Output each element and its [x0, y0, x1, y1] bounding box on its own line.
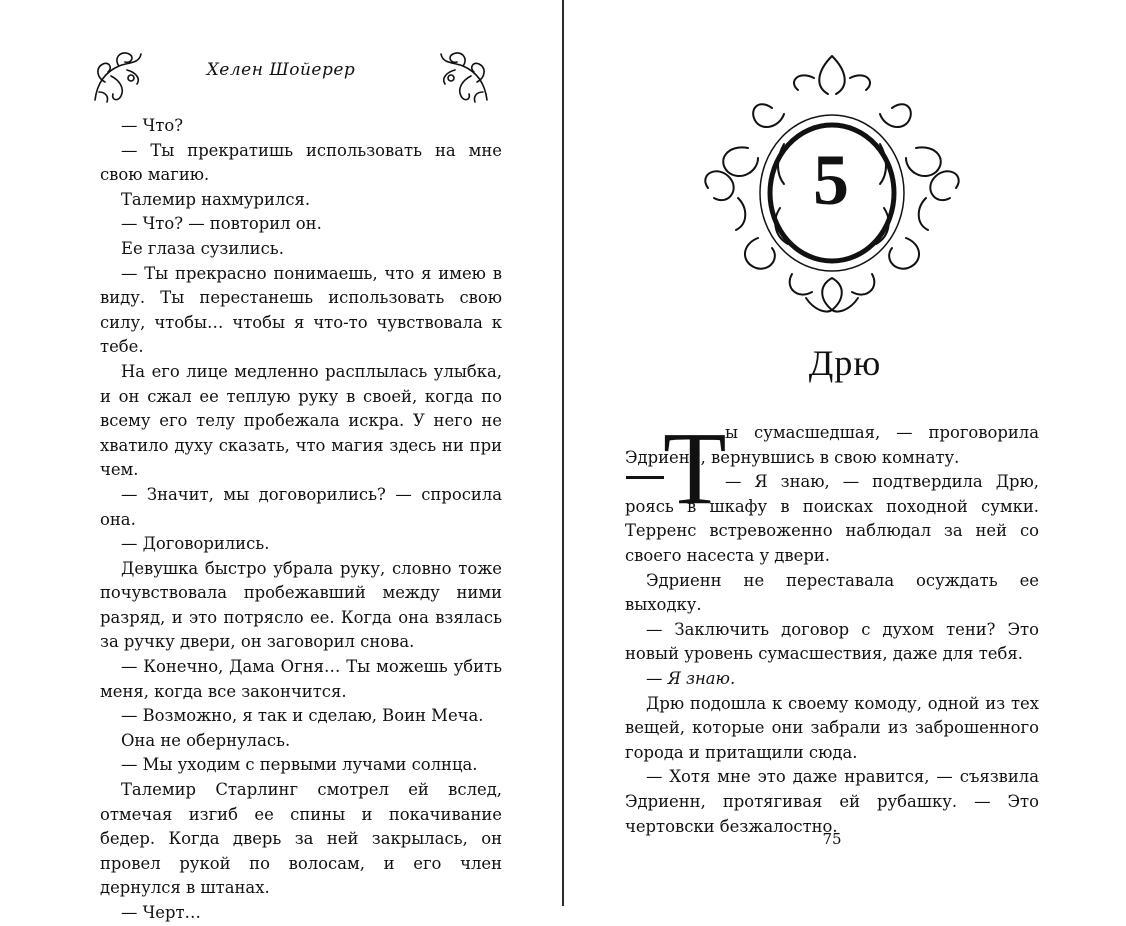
paragraph: Талемир нахмурился.: [121, 189, 311, 209]
paragraph: — Значит, мы договорились? — спросила она.: [100, 484, 502, 529]
running-header: Хелен Шойерер: [206, 60, 356, 80]
paragraph: — Возможно, я так и сделаю, Воин Меча.: [121, 706, 484, 726]
paragraph: — Я знаю.: [646, 668, 736, 688]
paragraph: — Ты прекрасно понимаешь, что я имею в виду. Ты перестанешь использовать свою силу, чтобы… чтобы я что-то чувствовала к тебе.: [100, 263, 502, 357]
paragraph: — Что? — повторил он.: [121, 214, 322, 234]
paragraph: — Хотя мне это даже нравится, — съязвила Эдриенн, протягивая ей рубашку. — Это чертовски безжалостно.: [625, 767, 1039, 836]
left-text-block: [100, 114, 502, 926]
paragraph: Эдриенн не переставала осуждать ее выходку.: [625, 570, 1039, 615]
corner-flourish-icon: [437, 48, 491, 104]
chapter-title: Дрю: [808, 343, 882, 383]
paragraph: — Что?: [121, 116, 183, 135]
paragraph: — Ты прекратишь использовать на мне свою магию.: [100, 140, 502, 185]
paragraph: Дрю подошла к своему комоду, одной из тех вещей, которые они забрали из заброшенного города и притащили сюда.: [625, 693, 1039, 762]
paragraph: — Мы уходим с первыми лучами солнца.: [121, 755, 478, 775]
paragraph: — Заключить договор с духом тени? Это новый уровень сумасшествия, даже для тебя.: [625, 619, 1039, 664]
paragraph: — Договорились.: [121, 534, 270, 554]
paragraph: На его лице медленно расплылась улыбка, и он сжал ее теплую руку в своей, когда по всему его телу пробежала искра. У него не хватило духу сказать, что магия здесь ни при чем.: [100, 361, 502, 480]
page-number: 75: [822, 830, 842, 848]
paragraph: Ее глаза сузились.: [121, 238, 284, 258]
paragraph: — Черт…: [121, 903, 201, 922]
paragraph: Девушка быстро убрала руку, словно тоже почувствовала пробежавший между ними разряд, и это потрясло ее. Когда она взялась за ручку двери, он заговорил снова.: [100, 558, 502, 652]
paragraph: ы сумасшедшая, — проговорила Эдриенн, вернувшись в свою комнату.: [625, 423, 1039, 467]
right-text-block: [625, 421, 1039, 839]
paragraph: — Конечно, Дама Огня… Ты можешь убить меня, когда все закончится.: [100, 657, 502, 701]
paragraph: Талемир Старлинг смотрел ей вслед, отмечая изгиб ее спины и покачивание бедер. Когда дверь за ней закрылась, он провел рукой по волосам, и его член дернулся в штанах.: [100, 780, 502, 898]
chapter-number: 5: [813, 140, 849, 220]
paragraph: Она не обернулась.: [121, 730, 291, 750]
drop-cap: Т: [663, 411, 727, 526]
left-page: [0, 0, 562, 922]
paragraph: — Я знаю, — подтвердила Дрю, роясь в шкафу в поисках походной сумки. Терренс встревоженно наблюдал за ней со своего насеста у двери.: [625, 472, 1039, 565]
